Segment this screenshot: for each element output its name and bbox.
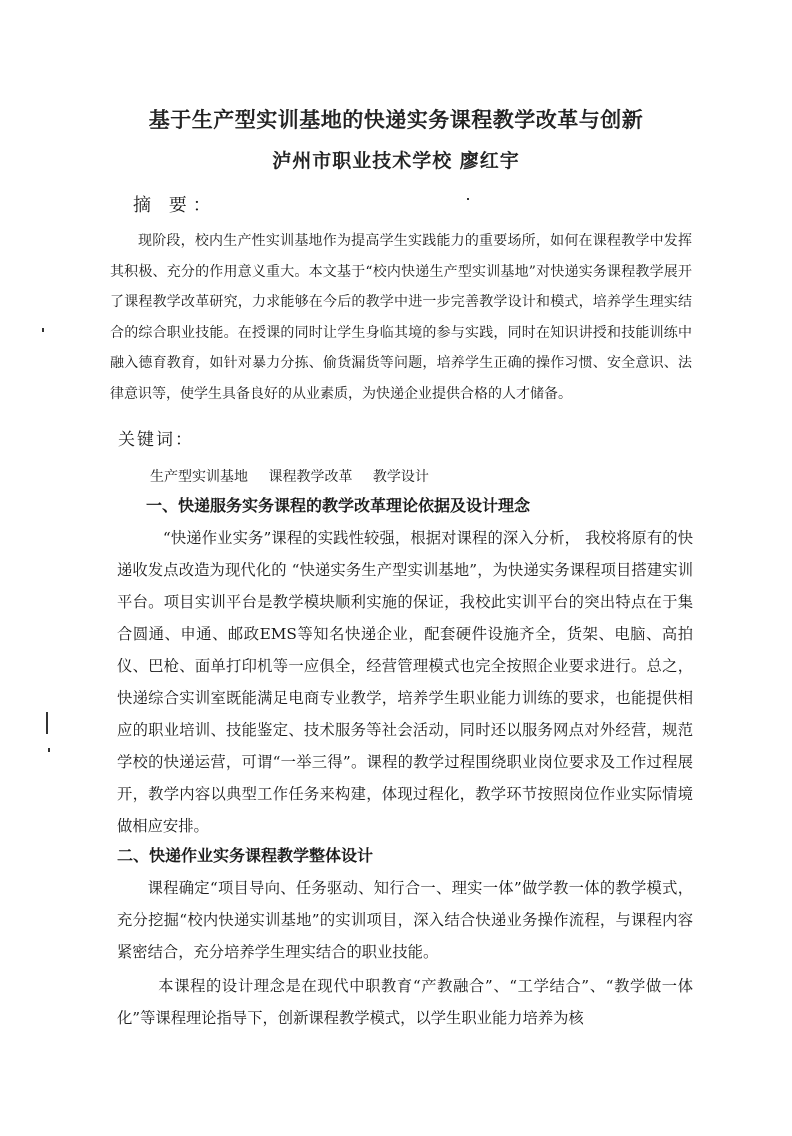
section-2-paragraph-2: 本课程的设计理念是在现代中职教育“产教融合”、“工学结合”、“教学做一体化”等课程理论指导下，创新课程教学模式，以学生职业能力培养为核 [117,977,693,1027]
document-title: 基于生产型实训基地的快递实务课程教学改革与创新 [148,108,644,132]
section-2-paragraph-1: 课程确定“项目导向、任务驱动、知行合一、理实一体”做学教一体的教学模式，充分挖掘“校内快递实训基地”的实训项目，深入结合快递业务操作流程，与课程内容紧密结合，充分培养学生理实结合的职业技能。 [117,879,693,961]
author-line: 泸州市职业技术学校 廖红宇 [272,150,520,172]
section-heading-2: 二、快递作业实务课程教学整体设计 [117,846,374,865]
section-1-paragraph: “快递作业实务”课程的实践性较强，根据对课程的深入分析， 我校将原有的快递收发点改造为现代化的 “快递实务生产型实训基地”，为快递实务课程项目搭建实训平台。项目实训平台是教学模块顺利实施的保证，我校此实训平台的突出特点在于集合圆通、申通、邮政EMS等知名快递企业，配套硬件设施齐全，货架、电脑、高拍仪、巴枪、面单打印机等一应俱全，经营管理模式也完全按照企业要求进行。总之，快递综合实训室既能满足电商专业教学，培养学生职业能力训练的要求，也能提供相应的职业培训、技能鉴定、技术服务等社会活动，同时还以服务网点对外经营，规范学校的快递运营，可谓“一举三得”。课程的教学过程围绕职业岗位要求及工作过程展开，教学内容以典型工作任务来构建，体现过程化，教学环节按照岗位作业实际情境做相应安排。 [117,529,693,835]
scan-mark [467,198,469,200]
keywords-label: 关键词： [118,430,194,450]
scan-mark [48,748,50,752]
abstract-text: 现阶段，校内生产性实训基地作为提高学生实践能力的重要场所，如何在课程教学中发挥其积极、充分的作用意义重大。本文基于“校内快递生产型实训基地”对快递实务课程教学展开了课程教学改革研究，力求能够在今后的教学中进一步完善教学设计和模式，培养学生理实结合的综合职业技能。在授课的同时让学生身临其境的参与实践，同时在知识讲授和技能训练中融入德育教育，如针对暴力分拣、偷货漏货等问题，培养学生正确的操作习惯、安全意识、法律意识等，使学生具备良好的从业素质，为快递企业提供合格的人才储备。 [110,233,692,402]
keyword-item: 教学设计 [372,469,429,485]
scan-mark [42,328,44,332]
keyword-item: 课程教学改革 [268,469,353,485]
section-heading-1: 一、快递服务实务课程的教学改革理论依据及设计理念 [146,496,531,515]
keyword-item: 生产型实训基地 [150,469,248,485]
abstract-label: 摘 要： [133,195,217,216]
keywords-list [150,466,445,486]
scan-mark [46,712,48,734]
